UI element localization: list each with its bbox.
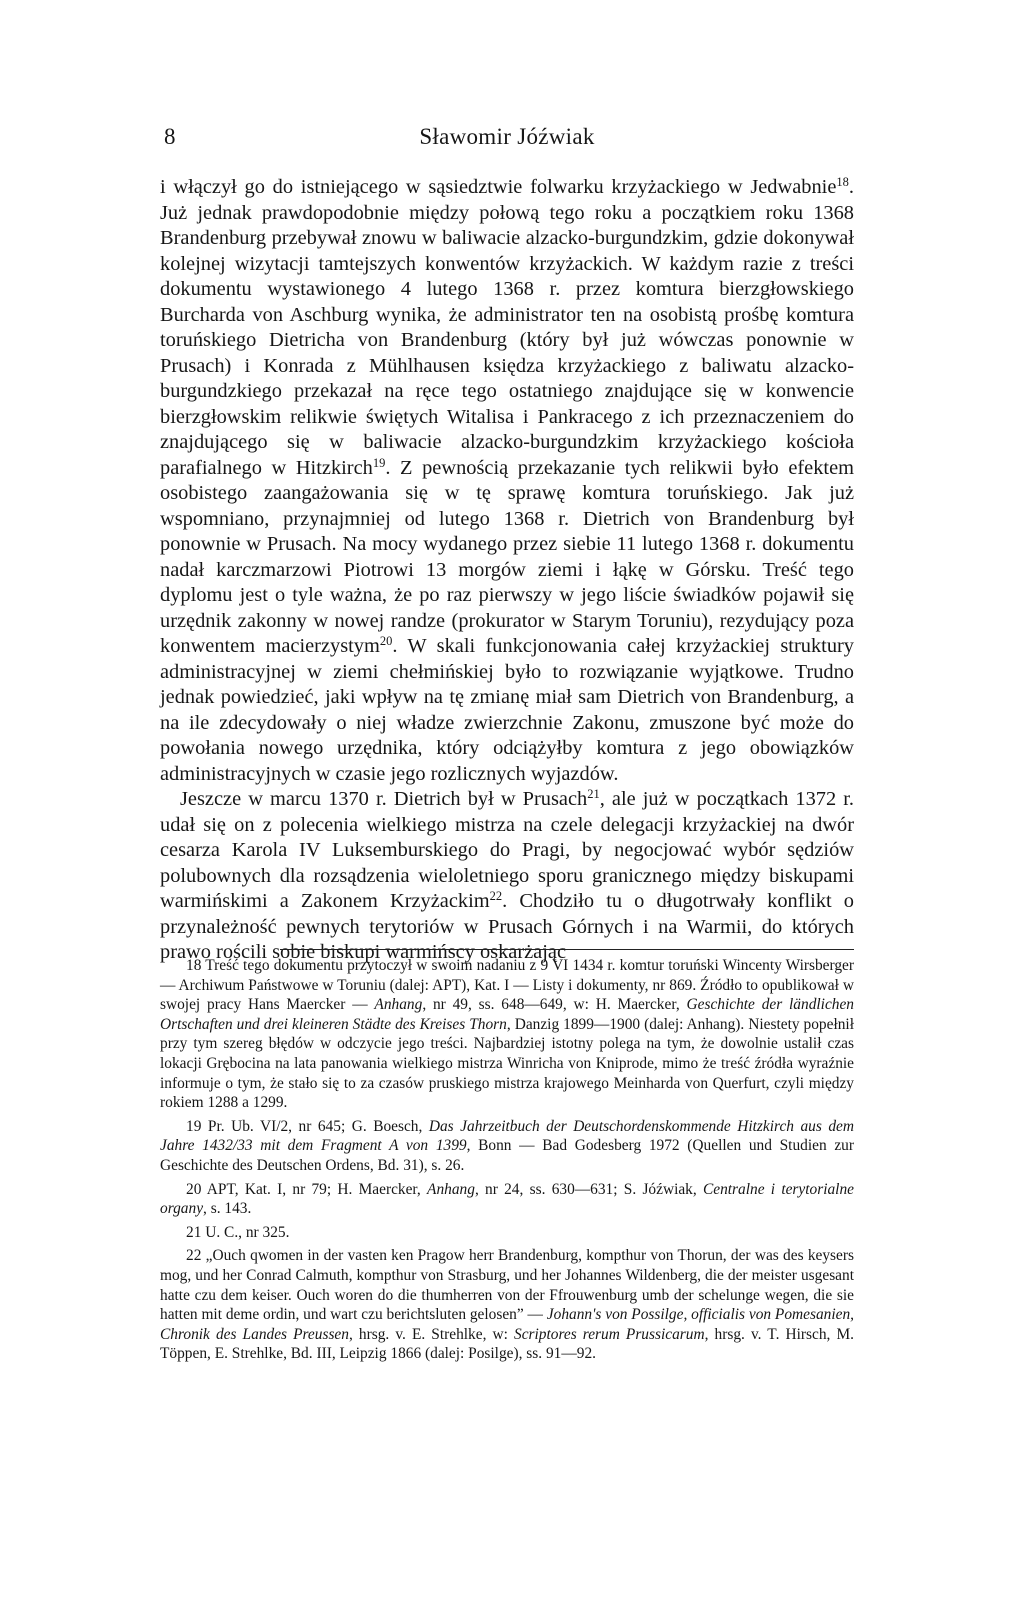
text-run: , Danzig 1899—1900 (dalej: Anhang). Niestety popełnił przy tym szereg błędów w odczycie jego treści. Najbardziej istotny polega na tym, że dowolnie ustalił czas lokacji Grębocina na lata panowania wielkiego mistrza Winricha von Kniprode, mimo że treść źródła wyraźnie informuje o tym, że stało się to za czasów pruskiego mistrza krajowego Meinharda von Querfurt, czyli między rokiem 1288 a 1299. <box>160 1015 854 1112</box>
text-run: , Bonn — Bad Godesberg 1972 (Quellen und Studien zur Geschichte des Deutschen Ordens, Bd. 31), s. 26. <box>160 1137 854 1174</box>
text-run: , hrsg. v. T. Hirsch, M. Töppen, E. Strehlke, Bd. III, Leipzig 1866 (dalej: Posilge), ss. 91—92. <box>160 1325 854 1363</box>
text-run: , nr 24, ss. 630—631; S. Jóźwiak, <box>474 1180 703 1198</box>
footnotes <box>160 956 854 1368</box>
text-run: . Już jednak prawdopodobnie między połową tego roku a początkiem roku 1368 Brandenburg przebywał znowu w baliwacie alzacko-burgundzkim, gdzie dokonywał kolejnej wizytacji tamtejszych konwentów krzyżackich. W każdym razie z treści dokumentu wystawionego 4 lutego 1368 r. przez komtura bierzgłowskiego Burcharda von Aschburg wynika, że administrator ten na osobistą prośbę komtura toruńskiego Dietricha von Brandenburg (który był już wówczas ponownie w Prusach) i Konrada z Mühlhausen księdza krzyżackiego z baliwatu alzacko-burgundzkiego przekazał na ręce tego ostatniego znajdujące się w konwencie bierzgłowskim relikwie świętych Witalisa i Pankracego z ich przeznaczeniem do znajdującego się w baliwacie alzacko-burgundzkim krzyżackiego kościoła parafialnego w Hitzkirch <box>160 176 854 479</box>
text-run: 18 Treść tego dokumentu przytoczył w swoim nadaniu z 9 VI 1434 r. komtur toruński Wincenty Wirsberger — Archiwum Państwowe w Toruniu (dalej: APT), Kat. I — Listy i dokumenty, nr 869. Źródło to opublikował w swojej pracy Hans Maercker — <box>160 957 854 1014</box>
text-run: , hrsg. v. E. Strehlke, w: <box>348 1325 514 1343</box>
paragraph-2 <box>160 787 854 966</box>
text-run: Jeszcze w marcu 1370 r. Dietrich był w Prusach <box>180 788 588 810</box>
page-header <box>160 124 854 154</box>
footnote-22 <box>160 1246 854 1364</box>
italic-title: Johann's von Possilge, officialis von Pomesanien, Chronik des Landes Preussen <box>160 1306 855 1343</box>
text-run: , ale już w początkach 1372 r. udał się on z polecenia wielkiego mistrza na czele delegacji krzyżackiej na dwór cesarza Karola IV Luksemburskiego do Pragi, by negocjować wybór sędziów polubownych dla rozsądzenia wieloletniego sporu granicznego między biskupami warmińskimi a Zakonem Krzyżackim <box>160 788 855 912</box>
running-head-author: Sławomir Jóźwiak <box>419 124 595 149</box>
footnote-21: 21 U. C., nr 325. <box>186 1223 290 1241</box>
italic-title: Anhang <box>427 1180 475 1198</box>
text-run: . Chodziło tu o długotrwały konflikt o przynależność pewnych terytoriów w Prusach Górnych i na Warmii, do których prawo rościli sobie biskupi warmińscy oskarżając <box>160 890 854 963</box>
footnote-separator <box>280 949 854 950</box>
text-run: 20 APT, Kat. I, nr 79; H. Maercker, <box>186 1180 428 1198</box>
italic-title: Scriptores rerum Prussicarum <box>514 1325 705 1343</box>
main-text <box>160 175 854 966</box>
footnote-ref-21: 21 <box>587 787 600 801</box>
footnote-18 <box>160 956 854 1113</box>
text-run: i włączył go do istniejącego w sąsiedztwie folwarku krzyżackiego w Jedwabnie <box>160 176 837 198</box>
text-run: , s. 143. <box>203 1200 252 1218</box>
text-run: 19 Pr. Ub. VI/2, nr 645; G. Boesch, <box>186 1117 429 1135</box>
text-run: , nr 49, ss. 648—649, w: H. Maercker, <box>422 996 687 1014</box>
italic-title: Geschichte der ländlichen Ortschaften und drei kleineren Städte des Kreises Thorn <box>160 996 854 1033</box>
footnote-ref-22: 22 <box>489 889 503 903</box>
italic-title: Anhang <box>374 996 423 1014</box>
italic-title: Das Jahrzeitbuch der Deutschordenskommende Hitzkirch aus dem Jahre 1432/33 mit dem Fragment A von 1399 <box>160 1117 854 1155</box>
text-run: . W skali funkcjonowania całej krzyżackiej struktury administracyjnej w ziemi chełmińskiej było to rozwiązanie wyjątkowe. Trudno jednak powiedzieć, jaki wpływ na tę zmianę miał sam Dietrich von Brandenburg, a na ile zdecydowały o niej władze zwierzchnie Zakonu, zmuszone być może do powołania nowego urzędnika, który odciążyłby komtura z jego obowiązków administracyjnych w czasie jego rozlicznych wyjazdów. <box>160 635 854 785</box>
italic-title: Centralne i terytorialne organy <box>160 1180 854 1218</box>
footnote-ref-20: 20 <box>379 634 393 648</box>
text-run: . Z pewnością przekazanie tych relikwii było efektem osobistego zaangażowania się w tę sprawę komtura toruńskiego. Jak już wspomniano, przynajmniej od lutego 1368 r. Dietrich von Brandenburg był ponownie w Prusach. Na mocy wydanego przez siebie 11 lutego 1368 r. dokumentu nadał karczmarzowi Piotrowi 13 morgów ziemi i łąkę w Górsku. Treść tego dyplomu jest o tyle ważna, że po raz pierwszy w jego liście świadków pojawił się urzędnik zakonny w nowej randze (prokurator w Starym Toruniu), rezydujący poza konwentem macierzystym <box>160 456 854 657</box>
text-run: 22 „Ouch qwomen in der vasten ken Pragow herr Brandenburg, kompthur von Thorun, der was des keysers mog, und her Conrad Calmuth, kompthur von Strasburg, und her Johannes Wildenberg, die der meister usgesant hatte czu dem keiser. Ouch woren do die thumherren von der Ffrouwenburg umb der schelunge wegen, die sie hatten mit deme ordin, und wart czu berichtsluten gelosen” — <box>160 1247 854 1324</box>
footnote-19 <box>160 1117 854 1176</box>
page-number: 8 <box>164 124 176 149</box>
paragraph-1 <box>160 175 854 787</box>
footnote-ref-18: 18 <box>836 175 849 189</box>
footnote-20 <box>160 1180 854 1219</box>
footnote-ref-19: 19 <box>372 455 386 470</box>
